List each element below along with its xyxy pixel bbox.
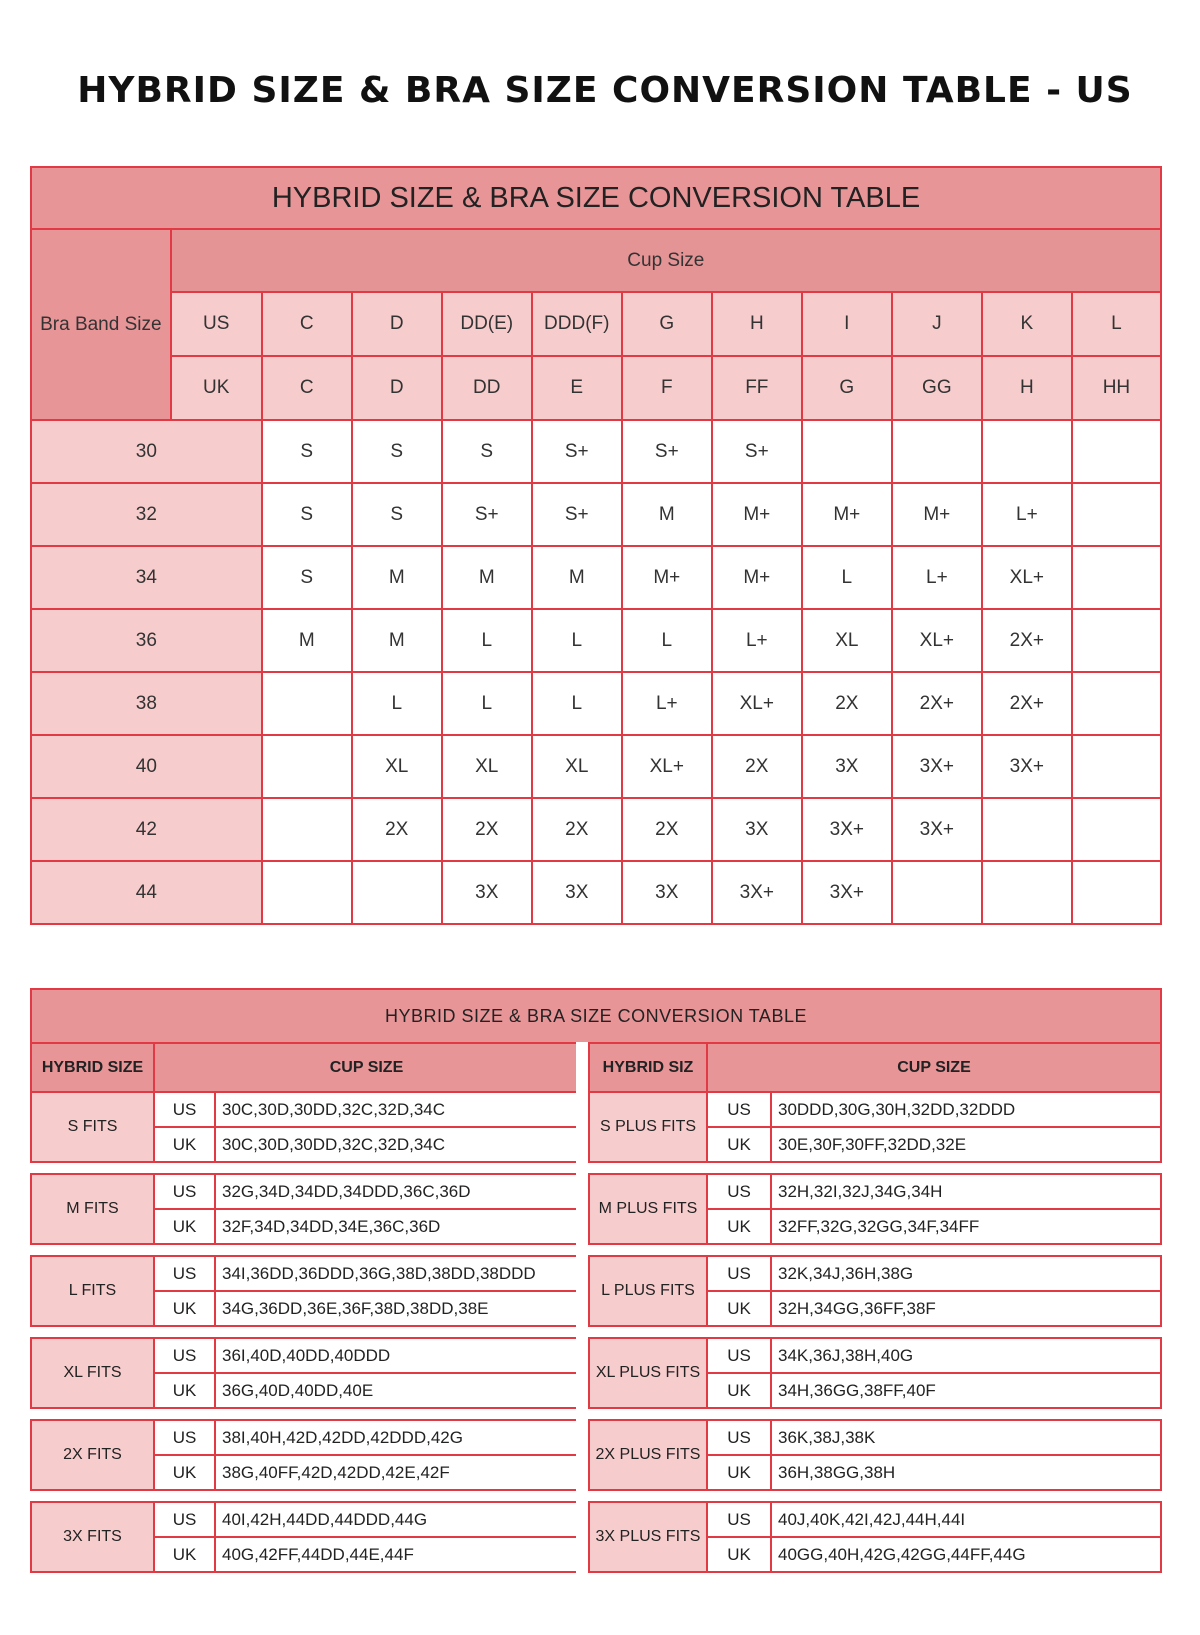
band-size-cell: 40 xyxy=(31,735,262,798)
hybrid-size-cell: 3X xyxy=(712,798,802,861)
hybrid-size-cell: M xyxy=(262,609,352,672)
us-region-label: US xyxy=(154,1092,215,1127)
hybrid-size-cell: S xyxy=(352,483,442,546)
list-item xyxy=(589,1174,1161,1209)
uk-sizes-cell: 36H,38GG,38H xyxy=(771,1455,1161,1490)
cup-size-conversion-table xyxy=(30,166,1162,925)
bra-band-size-header: Bra Band Size xyxy=(31,229,171,420)
uk-sizes-cell: 36G,40D,40DD,40E xyxy=(215,1373,579,1408)
uk-sizes-cell: 40G,42FF,44DD,44E,44F xyxy=(215,1537,579,1572)
hybrid-size-cell: 2X+ xyxy=(982,609,1072,672)
list-item xyxy=(589,1502,1161,1537)
hybrid-size-cell: 3X xyxy=(622,861,712,924)
uk-region-label: UK xyxy=(154,1291,215,1326)
hybrid-size-cell: L+ xyxy=(622,672,712,735)
spacer-row xyxy=(31,1326,579,1338)
uk-sizes-cell: 32FF,32G,32GG,34F,34FF xyxy=(771,1209,1161,1244)
uk-region-label: UK xyxy=(154,1127,215,1162)
us-cup-cell: H xyxy=(712,292,802,356)
hybrid-size-cell: M+ xyxy=(712,546,802,609)
list-item xyxy=(589,1338,1161,1373)
hybrid-size-cell: S+ xyxy=(712,420,802,483)
us-region-label: US xyxy=(707,1256,771,1291)
us-cup-cell: L xyxy=(1072,292,1161,356)
hybrid-size-cell: S xyxy=(442,420,532,483)
hybrid-size-cell: 3X+ xyxy=(892,735,982,798)
us-cup-cell: G xyxy=(622,292,712,356)
spacer-row xyxy=(31,1244,579,1256)
hybrid-size-cell: 2X xyxy=(622,798,712,861)
us-region-label: US xyxy=(154,1256,215,1291)
uk-region-label: UK xyxy=(154,1209,215,1244)
hybrid-size-cell: 2X xyxy=(442,798,532,861)
table-row xyxy=(31,798,1161,861)
list-item xyxy=(31,1420,579,1455)
uk-cup-cell: FF xyxy=(712,356,802,420)
list-item xyxy=(589,1092,1161,1127)
us-sizes-cell: 32K,34J,36H,38G xyxy=(771,1256,1161,1291)
uk-cup-cell: GG xyxy=(892,356,982,420)
hybrid-size-cell: L xyxy=(352,672,442,735)
hybrid-size-cell xyxy=(982,861,1072,924)
hybrid-size-cell: M xyxy=(352,609,442,672)
list-item xyxy=(31,1256,579,1291)
table-row xyxy=(31,672,1161,735)
hybrid-fit-cell: L FITS xyxy=(31,1256,154,1326)
us-sizes-cell: 40J,40K,42I,42J,44H,44I xyxy=(771,1502,1161,1537)
cup-size-header: Cup Size xyxy=(171,229,1161,292)
spacer-row xyxy=(31,1162,579,1174)
uk-label: UK xyxy=(171,356,262,420)
list-item xyxy=(31,1502,579,1537)
us-sizes-cell: 32H,32I,32J,34G,34H xyxy=(771,1174,1161,1209)
uk-sizes-cell: 32F,34D,34DD,34E,36C,36D xyxy=(215,1209,579,1244)
band-size-cell: 36 xyxy=(31,609,262,672)
hybrid-size-cell xyxy=(1072,483,1161,546)
hybrid-size-cell: L xyxy=(532,609,622,672)
table-row xyxy=(31,861,1161,924)
hybrid-size-cell: 3X+ xyxy=(802,798,892,861)
hybrid-size-cell: L xyxy=(532,672,622,735)
us-sizes-cell: 36I,40D,40DD,40DDD xyxy=(215,1338,579,1373)
spacer xyxy=(31,1244,579,1256)
hybrid-size-cell: S+ xyxy=(532,420,622,483)
uk-sizes-cell: 34H,36GG,38FF,40F xyxy=(771,1373,1161,1408)
us-cup-cell: C xyxy=(262,292,352,356)
uk-region-label: UK xyxy=(154,1455,215,1490)
hybrid-size-cell: 2X+ xyxy=(982,672,1072,735)
hybrid-size-cell: M xyxy=(352,546,442,609)
spacer-row xyxy=(589,1244,1161,1256)
spacer xyxy=(589,1326,1161,1338)
band-size-cell: 44 xyxy=(31,861,262,924)
list-item xyxy=(589,1256,1161,1291)
us-cup-cell: DDD(F) xyxy=(532,292,622,356)
hybrid-fit-cell: M PLUS FITS xyxy=(589,1174,707,1244)
list-item xyxy=(589,1420,1161,1455)
hybrid-fit-cell: S FITS xyxy=(31,1092,154,1162)
hybrid-size-cell: S xyxy=(262,483,352,546)
hybrid-size-cell: 2X xyxy=(802,672,892,735)
hybrid-size-cell xyxy=(1072,798,1161,861)
hybrid-size-cell xyxy=(1072,861,1161,924)
hybrid-size-cell: 3X+ xyxy=(892,798,982,861)
hybrid-size-cell: L+ xyxy=(982,483,1072,546)
hybrid-size-cell: L xyxy=(442,672,532,735)
us-label: US xyxy=(171,292,262,356)
us-sizes-cell: 34I,36DD,36DDD,36G,38D,38DD,38DDD xyxy=(215,1256,579,1291)
spacer-row xyxy=(589,1326,1161,1338)
uk-cup-cell: D xyxy=(352,356,442,420)
hybrid-fit-cell: 3X PLUS FITS xyxy=(589,1502,707,1572)
hybrid-size-cell: S+ xyxy=(622,420,712,483)
spacer-row xyxy=(589,1162,1161,1174)
hybrid-size-cell: L+ xyxy=(712,609,802,672)
us-region-label: US xyxy=(154,1502,215,1537)
hybrid-size-cell: S+ xyxy=(442,483,532,546)
table-caption: HYBRID SIZE & BRA SIZE CONVERSION TABLE xyxy=(31,167,1161,229)
us-region-label: US xyxy=(707,1338,771,1373)
us-region-label: US xyxy=(707,1502,771,1537)
hybrid-size-cell: XL+ xyxy=(892,609,982,672)
hybrid-size-cell: M+ xyxy=(622,546,712,609)
hybrid-size-cell xyxy=(262,735,352,798)
spacer xyxy=(589,1490,1161,1502)
hybrid-size-cell xyxy=(802,420,892,483)
hybrid-size-cell xyxy=(262,672,352,735)
us-region-label: US xyxy=(707,1092,771,1127)
spacer-row xyxy=(589,1408,1161,1420)
hybrid-size-cell: XL xyxy=(352,735,442,798)
hybrid-size-cell: S+ xyxy=(532,483,622,546)
hybrid-size-cell xyxy=(892,861,982,924)
us-sizes-cell: 32G,34D,34DD,34DDD,36C,36D xyxy=(215,1174,579,1209)
table-row xyxy=(31,546,1161,609)
us-cup-cell: K xyxy=(982,292,1072,356)
hybrid-fit-cell: 3X FITS xyxy=(31,1502,154,1572)
hybrid-size-cell: S xyxy=(352,420,442,483)
uk-region-label: UK xyxy=(707,1455,771,1490)
band-size-cell: 32 xyxy=(31,483,262,546)
hybrid-size-cell: M xyxy=(442,546,532,609)
us-region-label: US xyxy=(707,1174,771,1209)
spacer xyxy=(589,1162,1161,1174)
band-size-cell: 30 xyxy=(31,420,262,483)
hybrid-size-cell: XL xyxy=(442,735,532,798)
table-row xyxy=(31,735,1161,798)
spacer xyxy=(589,1244,1161,1256)
hybrid-size-cell xyxy=(982,420,1072,483)
uk-region-label: UK xyxy=(154,1373,215,1408)
spacer xyxy=(31,1326,579,1338)
table-row xyxy=(31,483,1161,546)
fits-table-right xyxy=(588,1042,1162,1573)
hybrid-size-cell: M+ xyxy=(892,483,982,546)
uk-cup-cell: H xyxy=(982,356,1072,420)
hybrid-size-cell: 3X+ xyxy=(982,735,1072,798)
table-row xyxy=(31,420,1161,483)
us-sizes-cell: 30C,30D,30DD,32C,32D,34C xyxy=(215,1092,579,1127)
hybrid-fit-cell: XL FITS xyxy=(31,1338,154,1408)
hybrid-fit-cell: S PLUS FITS xyxy=(589,1092,707,1162)
us-region-label: US xyxy=(154,1338,215,1373)
uk-sizes-cell: 30C,30D,30DD,32C,32D,34C xyxy=(215,1127,579,1162)
us-cup-cell: J xyxy=(892,292,982,356)
hybrid-size-header: HYBRID SIZE xyxy=(31,1043,154,1092)
us-sizes-cell: 40I,42H,44DD,44DDD,44G xyxy=(215,1502,579,1537)
uk-region-label: UK xyxy=(154,1537,215,1572)
hybrid-fit-cell: XL PLUS FITS xyxy=(589,1338,707,1408)
hybrid-size-cell: 2X xyxy=(712,735,802,798)
hybrid-size-cell: M xyxy=(622,483,712,546)
list-item xyxy=(31,1338,579,1373)
spacer-row xyxy=(589,1490,1161,1502)
hybrid-size-cell: L xyxy=(622,609,712,672)
spacer xyxy=(31,1162,579,1174)
hybrid-size-cell: 2X+ xyxy=(892,672,982,735)
us-cup-cell: D xyxy=(352,292,442,356)
spacer-row xyxy=(31,1408,579,1420)
hybrid-fit-cell: 2X FITS xyxy=(31,1420,154,1490)
uk-sizes-cell: 34G,36DD,36E,36F,38D,38DD,38E xyxy=(215,1291,579,1326)
uk-cup-cell: F xyxy=(622,356,712,420)
cup-size-header: CUP SIZE xyxy=(707,1043,1161,1092)
hybrid-size-cell xyxy=(1072,735,1161,798)
fits-table-left xyxy=(30,1042,580,1573)
spacer xyxy=(31,1408,579,1420)
uk-sizes-cell: 32H,34GG,36FF,38F xyxy=(771,1291,1161,1326)
hybrid-size-cell: 3X+ xyxy=(802,861,892,924)
hybrid-size-cell xyxy=(892,420,982,483)
table-row xyxy=(31,609,1161,672)
spacer-row xyxy=(31,1490,579,1502)
hybrid-size-cell xyxy=(262,861,352,924)
uk-sizes-cell: 40GG,40H,42G,42GG,44FF,44G xyxy=(771,1537,1161,1572)
hybrid-size-cell: 3X+ xyxy=(712,861,802,924)
list-item xyxy=(31,1092,579,1127)
us-cup-cell: I xyxy=(802,292,892,356)
hybrid-size-cell: XL+ xyxy=(982,546,1072,609)
list-item xyxy=(31,1174,579,1209)
hybrid-size-cell: XL xyxy=(802,609,892,672)
hybrid-size-cell: L xyxy=(802,546,892,609)
band-size-cell: 42 xyxy=(31,798,262,861)
us-sizes-cell: 30DDD,30G,30H,32DD,32DDD xyxy=(771,1092,1161,1127)
hybrid-size-cell: XL+ xyxy=(622,735,712,798)
uk-region-label: UK xyxy=(707,1209,771,1244)
hybrid-fit-cell: 2X PLUS FITS xyxy=(589,1420,707,1490)
hybrid-size-cell: 2X xyxy=(532,798,622,861)
spacer xyxy=(31,1490,579,1502)
hybrid-size-cell: 3X xyxy=(442,861,532,924)
uk-region-label: UK xyxy=(707,1537,771,1572)
us-cup-cell: DD(E) xyxy=(442,292,532,356)
cup-size-header: CUP SIZE xyxy=(154,1043,579,1092)
us-region-label: US xyxy=(154,1174,215,1209)
hybrid-size-cell xyxy=(1072,609,1161,672)
uk-cup-cell: HH xyxy=(1072,356,1161,420)
hybrid-size-header: HYBRID SIZ xyxy=(589,1043,707,1092)
uk-region-label: UK xyxy=(707,1127,771,1162)
hybrid-size-cell: XL+ xyxy=(712,672,802,735)
uk-cup-cell: C xyxy=(262,356,352,420)
hybrid-size-cell: S xyxy=(262,420,352,483)
hybrid-size-cell: L xyxy=(442,609,532,672)
us-sizes-cell: 38I,40H,42D,42DD,42DDD,42G xyxy=(215,1420,579,1455)
hybrid-size-cell xyxy=(982,798,1072,861)
hybrid-size-cell: L+ xyxy=(892,546,982,609)
band-size-cell: 38 xyxy=(31,672,262,735)
us-region-label: US xyxy=(154,1420,215,1455)
hybrid-size-cell: XL xyxy=(532,735,622,798)
uk-cup-cell: G xyxy=(802,356,892,420)
fits-table-caption: HYBRID SIZE & BRA SIZE CONVERSION TABLE xyxy=(30,988,1162,1044)
us-sizes-cell: 36K,38J,38K xyxy=(771,1420,1161,1455)
uk-cup-cell: DD xyxy=(442,356,532,420)
spacer xyxy=(589,1408,1161,1420)
us-sizes-cell: 34K,36J,38H,40G xyxy=(771,1338,1161,1373)
page-title: HYBRID SIZE & BRA SIZE CONVERSION TABLE - US xyxy=(77,70,1133,111)
hybrid-fit-cell: L PLUS FITS xyxy=(589,1256,707,1326)
us-region-label: US xyxy=(707,1420,771,1455)
hybrid-size-cell: M+ xyxy=(712,483,802,546)
band-size-cell: 34 xyxy=(31,546,262,609)
hybrid-size-cell: M xyxy=(532,546,622,609)
hybrid-size-cell: S xyxy=(262,546,352,609)
hybrid-fit-cell: M FITS xyxy=(31,1174,154,1244)
hybrid-size-cell xyxy=(1072,672,1161,735)
table-gap xyxy=(576,1042,588,1582)
hybrid-size-cell xyxy=(1072,546,1161,609)
hybrid-size-cell: 3X xyxy=(532,861,622,924)
hybrid-size-cell xyxy=(1072,420,1161,483)
uk-sizes-cell: 30E,30F,30FF,32DD,32E xyxy=(771,1127,1161,1162)
hybrid-size-cell: 3X xyxy=(802,735,892,798)
uk-region-label: UK xyxy=(707,1373,771,1408)
hybrid-size-cell: 2X xyxy=(352,798,442,861)
uk-region-label: UK xyxy=(707,1291,771,1326)
hybrid-size-cell xyxy=(262,798,352,861)
uk-sizes-cell: 38G,40FF,42D,42DD,42E,42F xyxy=(215,1455,579,1490)
hybrid-size-cell: M+ xyxy=(802,483,892,546)
hybrid-size-cell xyxy=(352,861,442,924)
uk-cup-cell: E xyxy=(532,356,622,420)
